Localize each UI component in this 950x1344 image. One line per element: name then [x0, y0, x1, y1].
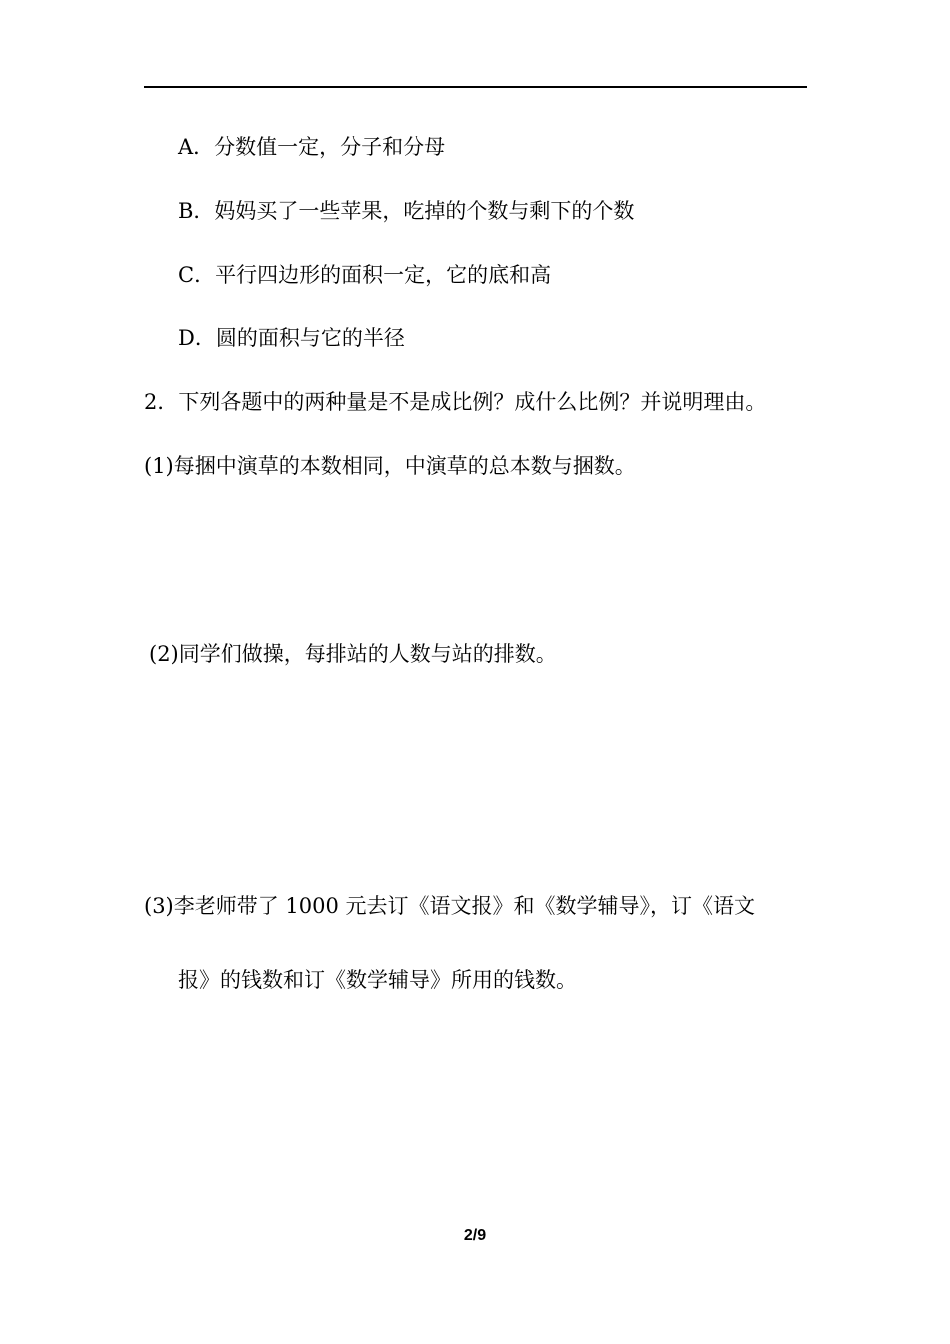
question-2-sub-3-line-2: 报》的钱数和订《数学辅导》所用的钱数。 — [178, 968, 577, 992]
header-rule — [144, 86, 807, 88]
option-b: B．妈妈买了一些苹果，吃掉的个数与剩下的个数 — [178, 199, 635, 223]
question-2-sub-2: (2)同学们做操，每排站的人数与站的排数。 — [149, 642, 557, 666]
question-2-sub-3-line-1: (3)李老师带了 1000 元去订《语文报》和《数学辅导》，订《语文 — [144, 894, 756, 918]
question-2-sub-1: (1)每捆中演草的本数相同，中演草的总本数与捆数。 — [144, 454, 636, 478]
option-d: D．圆的面积与它的半径 — [178, 326, 405, 350]
option-a: A．分数值一定，分子和分母 — [178, 135, 446, 159]
question-2-stem: 2．下列各题中的两种量是不是成比例？成什么比例？并说明理由。 — [144, 390, 767, 414]
option-c: C．平行四边形的面积一定，它的底和高 — [178, 263, 552, 287]
page-number: 2/9 — [463, 1227, 487, 1244]
